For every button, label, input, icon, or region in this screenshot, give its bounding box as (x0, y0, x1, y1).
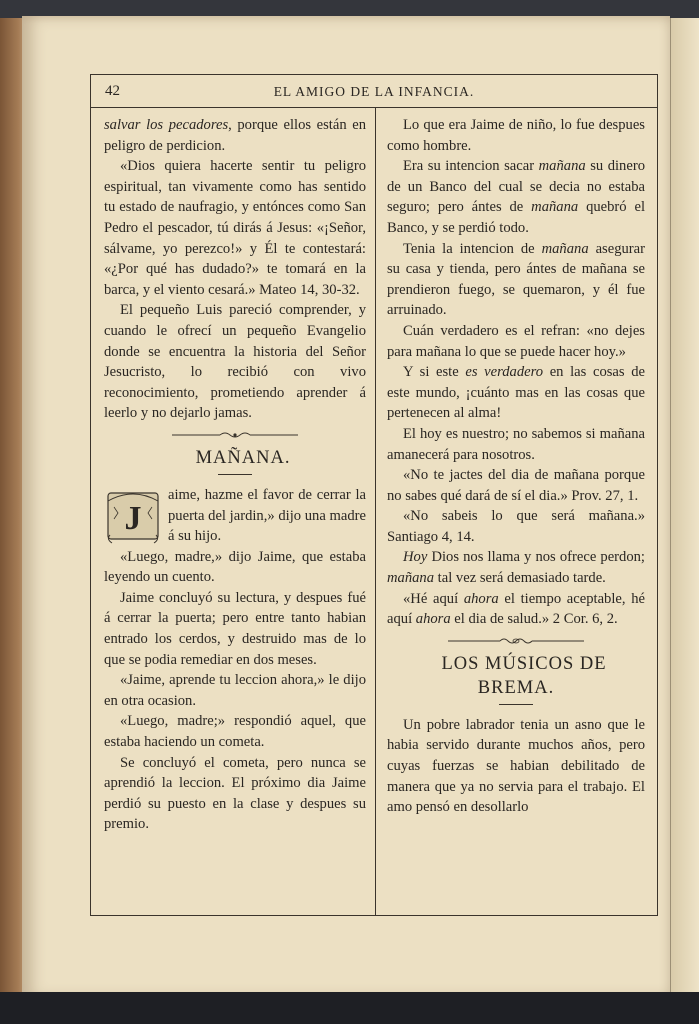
text-run: asegurar su casa y tienda, pero ántes de mañana se prendieron fuego, se quemaron, y él fue arruinado. (387, 240, 645, 319)
text-frame (90, 74, 658, 916)
decorated-dropcap-icon (104, 487, 162, 545)
paragraph (387, 362, 645, 424)
paragraph: Un pobre labrador tenia un asno que le habia servido durante muchos años, pero cuyas fuerzas se habian debilitado de manera que ya no servia para el trabajo. El amo pensó en desollarlo (387, 716, 645, 816)
scan-bottom-edge (0, 992, 699, 1024)
right-column (387, 115, 645, 818)
paragraph: «No te jactes del dia de mañana porque no sabes qué dará de sí el dia.» Prov. 27, 1. (387, 467, 645, 504)
section-title: LOS MÚSICOS DE BREMA. (441, 653, 607, 698)
paragraph: Se concluyó el cometa, pero nunca se aprendió la leccion. El próximo dia Jaime perdió su puesto en la clase y despues su premio. (104, 754, 366, 833)
italic-phrase: mañana (531, 199, 579, 216)
text-run: el tiempo aceptable, hé aquí (387, 590, 645, 628)
adjacent-page-edge (670, 18, 699, 996)
book-page (22, 16, 670, 998)
paragraph (104, 485, 366, 547)
ornament-divider-icon (446, 636, 586, 646)
italic-phrase: ahora (415, 611, 451, 628)
text-run: el dia de salud.» 2 Cor. 6, 2. (450, 611, 618, 628)
paragraph: El hoy es nuestro; no sabemos si mañana amanecerá para nosotros. (387, 425, 645, 463)
text-run: aime, hazme el favor de cerrar la puerta del jardin,» dijo una madre á su hijo. (168, 486, 366, 545)
paragraph: «Jaime, aprende tu leccion ahora,» le dijo en otra ocasion. (104, 672, 366, 709)
dropcap-letter: J (124, 499, 142, 537)
section-title: MAÑANA. (195, 447, 291, 468)
text-run: Era su intencion sacar (403, 158, 539, 175)
italic-phrase: es verdadero (465, 364, 544, 381)
title-rule (499, 704, 533, 705)
text-run: «Hé aquí (403, 590, 464, 607)
paragraph: «Luego, madre,» dijo Jaime, que estaba leyendo un cuento. (104, 548, 366, 586)
title-rule (218, 474, 252, 475)
italic-phrase: ahora (463, 590, 499, 607)
text-run: Y si este (403, 364, 466, 381)
column-divider (375, 107, 376, 915)
italic-phrase: mañana (541, 240, 589, 257)
paragraph (104, 115, 366, 156)
italic-phrase: salvar los pecadores (104, 117, 229, 133)
italic-phrase: mañana (387, 570, 435, 587)
ornament-divider-icon (170, 430, 300, 440)
italic-phrase: mañana (538, 158, 586, 175)
page-number: 42 (105, 83, 120, 99)
paragraph: «Dios quiera hacerte sentir tu peligro espiritual, tan vivamente como has sentido tu estado de naufragio, y entónces como San Pedro el pescador, tú dirás á Jesus: «¡Señor, sálvame, yo perezco!» y Él te contestará: «¿Por qué has dudado?» te tomará en la barca, y el viento cesará.» Mateo 14, 30-32. (104, 158, 366, 298)
paragraph: «Luego, madre;» respondió aquel, que estaba haciendo un cometa. (104, 713, 366, 751)
paragraph (387, 156, 645, 238)
paragraph (387, 589, 645, 630)
left-column (104, 115, 366, 835)
paragraph: Jaime concluyó su lectura, y despues fué á cerrar la puerta; pero entre tanto habian entrado los cerdos, y destruido mas de lo que se podia remediar en dos meses. (104, 589, 366, 668)
text-run: su dinero de un Banco del cual se decia no estaba seguro; pero ántes de (387, 158, 645, 216)
text-run: tal vez será demasiado tarde. (434, 570, 606, 587)
paragraph (387, 547, 645, 588)
text-run: , porque ellos están en peligro de perdicion. (104, 117, 367, 154)
text-run: quebró el Banco, y se perdió todo. (387, 199, 645, 236)
paragraph: «No sabeis lo que será mañana.» Santiago 4, 14. (387, 508, 645, 545)
paragraph: Lo que era Jaime de niño, lo fue despues como hombre. (387, 117, 645, 154)
journal-title: EL AMIGO DE LA INFANCIA. (273, 84, 475, 99)
paragraph: El pequeño Luis pareció comprender, y cuando le ofrecí un pequeño Evangelio donde se encuentra la historia del Señor Jesucristo, lo recibió con vivo reconocimiento, prometiendo aprender á leerlo y no dejarlo jamas. (104, 302, 366, 422)
text-run: Dios nos llama y nos ofrece perdon; (427, 549, 645, 566)
paragraph: Cuán verdadero es el refran: «no dejes para mañana lo que se puede hacer hoy.» (387, 322, 645, 360)
text-run: en las cosas de este mundo, ¡cuánto mas en las cosas que pertenecen al alma! (387, 364, 646, 422)
paragraph (387, 239, 645, 321)
text-run: Tenia la intencion de (403, 240, 542, 257)
running-head (91, 75, 657, 108)
italic-phrase: Hoy (403, 549, 428, 566)
